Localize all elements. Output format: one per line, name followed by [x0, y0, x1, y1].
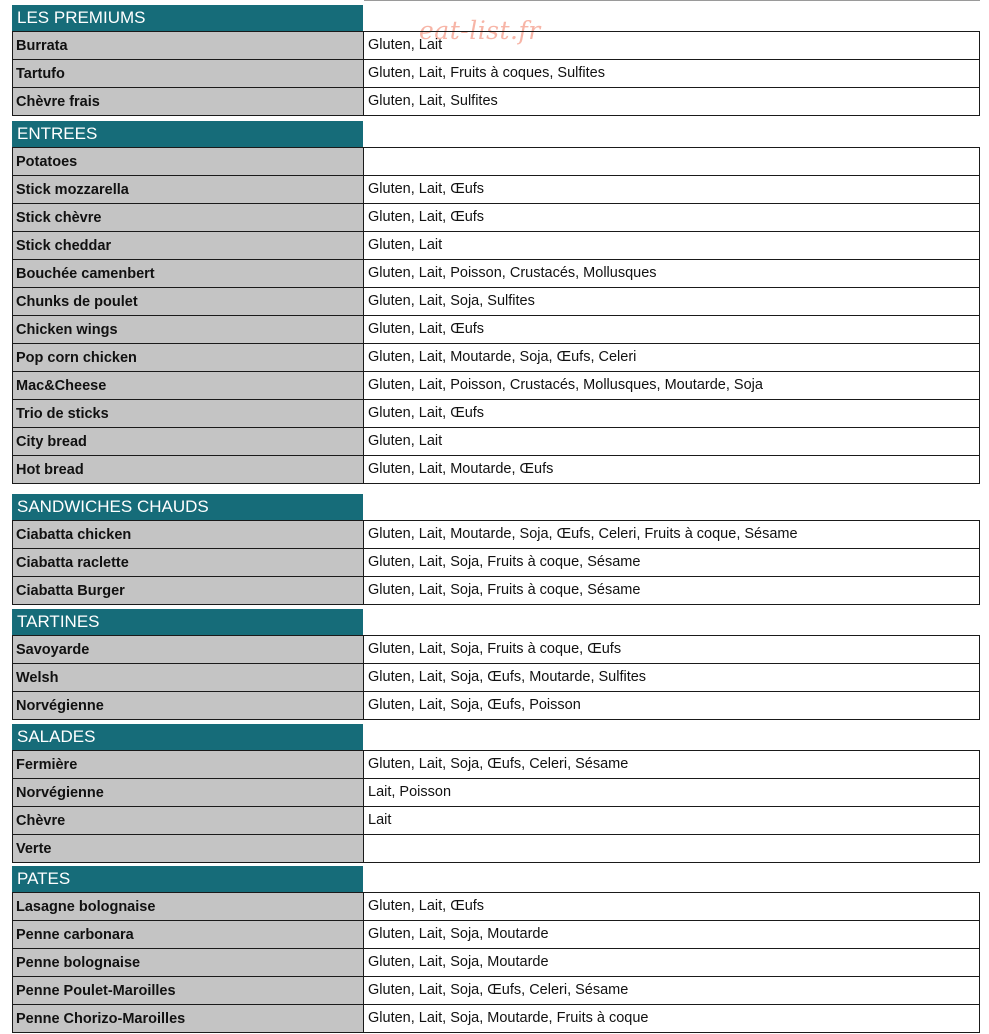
section-header: SALADES	[12, 724, 363, 750]
dish-name-cell: Lasagne bolognaise	[13, 893, 364, 920]
top-rule	[364, 0, 980, 1]
table-row	[12, 1005, 980, 1033]
table-row	[12, 372, 980, 400]
dish-name-cell: Stick chèvre	[13, 204, 364, 231]
table-row	[12, 636, 980, 664]
section-header: ENTREES	[12, 121, 363, 147]
dish-name-cell: Tartufo	[13, 60, 364, 87]
dish-name-cell: Stick cheddar	[13, 232, 364, 259]
table-row	[12, 577, 980, 605]
allergens-cell: Gluten, Lait, Œufs	[368, 209, 485, 225]
table-row	[12, 176, 980, 204]
section-header: LES PREMIUMS	[12, 5, 363, 31]
section-table	[12, 147, 980, 484]
dish-name-cell: City bread	[13, 428, 364, 455]
dish-name-cell: Welsh	[13, 664, 364, 691]
dish-name-cell: Norvégienne	[13, 779, 364, 806]
allergens-cell: Gluten, Lait, Soja, Moutarde	[368, 954, 549, 970]
dish-name-cell: Penne bolognaise	[13, 949, 364, 976]
dish-name-cell: Chunks de poulet	[13, 288, 364, 315]
allergens-cell: Gluten, Lait, Soja, Fruits à coque, Sésame	[368, 554, 641, 570]
table-row	[12, 316, 980, 344]
dish-name-cell: Ciabatta chicken	[13, 521, 364, 548]
allergens-cell: Gluten, Lait	[368, 433, 443, 449]
table-row	[12, 549, 980, 577]
allergens-cell: Gluten, Lait, Soja, Œufs, Celeri, Sésame	[368, 982, 629, 998]
menu-section	[12, 494, 980, 605]
table-row	[12, 664, 980, 692]
table-row	[12, 751, 980, 779]
section-table	[12, 520, 980, 605]
table-row	[12, 344, 980, 372]
section-table	[12, 31, 980, 116]
dish-name-cell: Mac&Cheese	[13, 372, 364, 399]
allergens-cell: Gluten, Lait, Moutarde, Œufs	[368, 461, 554, 477]
table-row	[12, 456, 980, 484]
allergens-cell: Gluten, Lait, Œufs	[368, 181, 485, 197]
dish-name-cell: Penne Chorizo-Maroilles	[13, 1005, 364, 1032]
allergens-cell: Gluten, Lait, Œufs	[368, 321, 485, 337]
table-row	[12, 893, 980, 921]
allergens-cell: Gluten, Lait	[368, 37, 443, 53]
table-row	[12, 807, 980, 835]
section-table	[12, 635, 980, 720]
dish-name-cell: Pop corn chicken	[13, 344, 364, 371]
allergens-cell: Gluten, Lait, Soja, Fruits à coque, Œufs	[368, 641, 622, 657]
menu-section	[12, 866, 980, 1033]
section-header: SANDWICHES CHAUDS	[12, 494, 363, 520]
watermark: eat-list.fr	[419, 16, 541, 45]
dish-name-cell: Savoyarde	[13, 636, 364, 663]
dish-name-cell: Fermière	[13, 751, 364, 778]
dish-name-cell: Potatoes	[13, 148, 364, 175]
menu-section	[12, 609, 980, 720]
table-row	[12, 32, 980, 60]
dish-name-cell: Stick mozzarella	[13, 176, 364, 203]
allergens-cell: Gluten, Lait, Soja, Moutarde, Fruits à coque	[368, 1010, 649, 1026]
table-row	[12, 692, 980, 720]
table-row	[12, 779, 980, 807]
allergens-cell: Gluten, Lait, Soja, Sulfites	[368, 293, 535, 309]
allergens-cell: Lait	[368, 812, 392, 828]
table-row	[12, 835, 980, 863]
dish-name-cell: Hot bread	[13, 456, 364, 483]
dish-name-cell: Norvégienne	[13, 692, 364, 719]
dish-name-cell: Bouchée camenbert	[13, 260, 364, 287]
dish-name-cell: Penne carbonara	[13, 921, 364, 948]
allergens-cell: Gluten, Lait, Poisson, Crustacés, Mollusques	[368, 265, 657, 281]
allergens-cell	[364, 835, 979, 862]
allergens-cell	[364, 148, 979, 175]
menu-section	[12, 5, 980, 116]
allergens-cell: Gluten, Lait, Soja, Œufs, Celeri, Sésame	[368, 756, 629, 772]
dish-name-cell: Burrata	[13, 32, 364, 59]
allergens-cell: Gluten, Lait, Moutarde, Soja, Œufs, Celeri	[368, 349, 637, 365]
section-header: TARTINES	[12, 609, 363, 635]
section-header: PATES	[12, 866, 363, 892]
table-row	[12, 949, 980, 977]
table-row	[12, 60, 980, 88]
dish-name-cell: Penne Poulet-Maroilles	[13, 977, 364, 1004]
allergens-cell: Gluten, Lait, Sulfites	[368, 93, 498, 109]
dish-name-cell: Ciabatta raclette	[13, 549, 364, 576]
dish-name-cell: Ciabatta Burger	[13, 577, 364, 604]
menu-section	[12, 121, 980, 484]
allergens-cell: Gluten, Lait, Soja, Moutarde	[368, 926, 549, 942]
allergens-cell: Gluten, Lait, Moutarde, Soja, Œufs, Celeri, Fruits à coque, Sésame	[368, 526, 798, 542]
table-row	[12, 204, 980, 232]
table-row	[12, 260, 980, 288]
table-row	[12, 921, 980, 949]
allergens-cell: Gluten, Lait, Soja, Œufs, Poisson	[368, 697, 581, 713]
allergens-cell: Gluten, Lait, Fruits à coques, Sulfites	[368, 65, 605, 81]
allergens-cell: Gluten, Lait, Œufs	[368, 405, 485, 421]
dish-name-cell: Chèvre	[13, 807, 364, 834]
dish-name-cell: Chèvre frais	[13, 88, 364, 115]
allergens-cell: Gluten, Lait, Soja, Fruits à coque, Sésame	[368, 582, 641, 598]
table-row	[12, 88, 980, 116]
dish-name-cell: Verte	[13, 835, 364, 862]
table-row	[12, 288, 980, 316]
table-row	[12, 148, 980, 176]
allergens-cell: Gluten, Lait, Soja, Œufs, Moutarde, Sulfites	[368, 669, 647, 685]
allergens-cell: Gluten, Lait	[368, 237, 443, 253]
allergens-cell: Gluten, Lait, Œufs	[368, 898, 485, 914]
allergens-cell: Lait, Poisson	[368, 784, 452, 800]
table-row	[12, 232, 980, 260]
section-table	[12, 892, 980, 1033]
table-row	[12, 400, 980, 428]
table-row	[12, 977, 980, 1005]
dish-name-cell: Trio de sticks	[13, 400, 364, 427]
allergens-cell: Gluten, Lait, Poisson, Crustacés, Mollusques, Moutarde, Soja	[368, 377, 763, 393]
table-row	[12, 428, 980, 456]
section-table	[12, 750, 980, 863]
dish-name-cell: Chicken wings	[13, 316, 364, 343]
menu-section	[12, 724, 980, 863]
table-row	[12, 521, 980, 549]
